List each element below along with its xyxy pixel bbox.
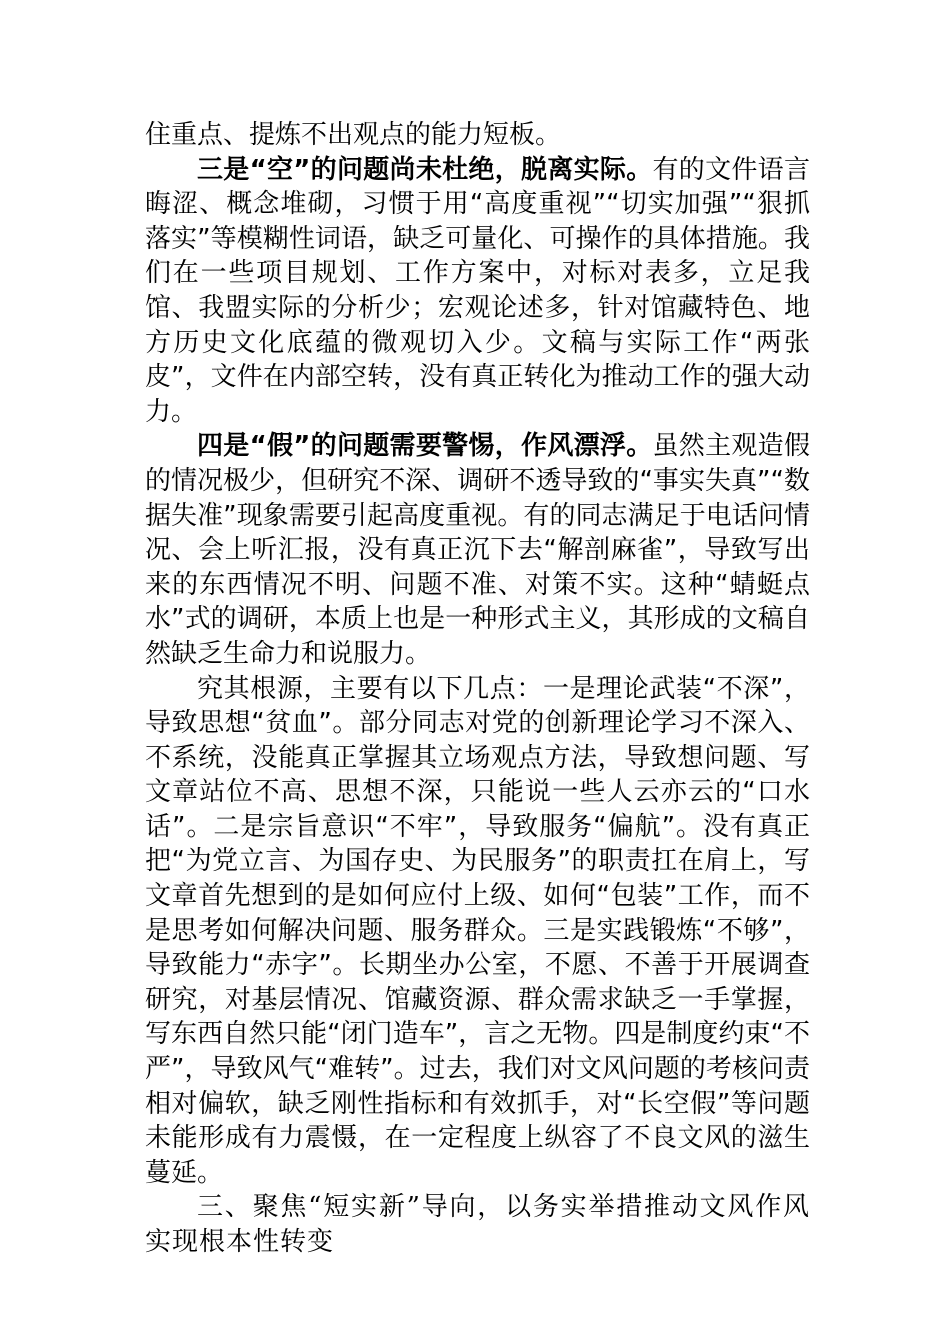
paragraph-body-kong: 有的文件语言晦涩、概念堆砌，习惯于用“高度重视”“切实加强”“狠抓落实”等模糊性词语，缺乏可量化、可操作的具体措施。我们在一些项目规划、工作方案中，对标对表多，立足我馆、我盟实际的分析少；宏观论述多，针对馆藏特色、地方历史文化底蕴的微观切入少。文稿与实际工作“两张皮”，文件在内部空转，没有真正转化为推动工作的强大动力。 — [145, 154, 810, 427]
paragraph-roots: 究其根源，主要有以下几点：一是理论武装“不深”，导致思想“贫血”。部分同志对党的创新理论学习不深入、不系统，没能真正掌握其立场观点方法，导致想问题、写文章站位不高、思想不深，只能说一些人云亦云的“口水话”。二是宗旨意识“不牢”，导致服务“偏航”。没有真正把“为党立言、为国存史、为民服务”的职责扛在肩上，写文章首先想到的是如何应付上级、如何“包装”工作，而不是思考如何解决问题、服务群众。三是实践锻炼“不够”，导致能力“赤字”。长期坐办公室，不愿、不善于开展调查研究，对基层情况、馆藏资源、群众需求缺乏一手掌握，写东西自然只能“闭门造车”，言之无物。四是制度约束“不严”，导致风气“难转”。过去，我们对文风问题的考核问责相对偏软，缺乏刚性指标和有效抓手，对“长空假”等问题未能形成有力震慑，在一定程度上纵容了不良文风的滋生蔓延。 — [145, 673, 810, 1188]
paragraph-kong — [145, 153, 810, 430]
paragraph-lead-jia: 四是“假”的问题需要警惕，作风漂浮。 — [197, 431, 653, 462]
paragraph-jia — [145, 429, 810, 671]
paragraph-body-jia: 虽然主观造假的情况极少，但研究不深、调研不透导致的“事实失真”“数据失准”现象需要引起高度重视。有的同志满足于电话问情况、会上听汇报，没有真正沉下去“解剖麻雀”，导致写出来的东西情况不明、问题不准、对策不实。这种“蜻蜓点水”式的调研，本质上也是一种形式主义，其形成的文稿自然缺乏生命力和说服力。 — [145, 431, 810, 669]
paragraph-lead-kong: 三是“空”的问题尚未杜绝，脱离实际。 — [197, 154, 653, 185]
paragraph-continued: 住重点、提炼不出观点的能力短板。 — [145, 120, 562, 150]
section-heading: 三、聚焦“短实新”导向，以务实举措推动文风作风实现根本性转变 — [145, 1192, 810, 1257]
document-page — [145, 118, 810, 1260]
